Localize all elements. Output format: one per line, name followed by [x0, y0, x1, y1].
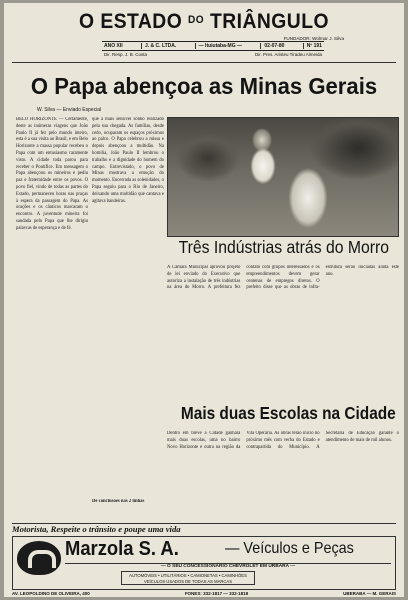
issue-section: — Ituiutaba-MG —	[195, 43, 242, 49]
article-column-2: que a mais sensível sonho realizado pela sua chegada. As famílias, desde cedo, ocuparam os espaços próximos ao palco. O Papa celebrou a missa e depois abençoou a multidão. Na homilia, João Paulo II lembrou o trabalho e a dignidade do homem do campo. Entrevistado, o povo de Minas mostrava a emoção do momento. Encerrada as solenidades, o Papa seguiu para o Rio de Janeiro, deixando uma multidão que cantava e agitava bandeiras.	[92, 117, 164, 204]
issue-company: J. & C. LTDA.	[141, 43, 176, 49]
subhead-escolas: Mais duas Escolas na Cidade	[180, 403, 396, 423]
pope-photo	[167, 117, 399, 237]
subhead-industrias: Três Indústrias atrás do Morro	[178, 237, 389, 257]
main-headline: O Papa abençoa as Minas Gerais	[30, 73, 378, 99]
marzola-advertisement	[12, 536, 396, 590]
article-column-1: BELO HORIZONTE — Certamente, deste as inúmeras viagens que João Paulo II já fez pelo mundo inteiro, esta é a sua visita ao Brasil, e em Belo Horizonte a massa popular recebeu o Papa com um entusiasmo raramente visto. A cidade toda parou para receber o Pontífice. Em mensagem o Papa abençoou os mineiros e pediu paz e fraternidade entre os povos. O povo fiel, vindo de todas as partes do Estado, permaneceu horas nas praças à espera da passagem do Papa. As orações e os cânticos marcaram o encontro. A juventude mineira foi saudada pelo Papa que lhe dirigiu palavras de esperança e de fé.	[16, 117, 88, 231]
staff-line	[102, 52, 324, 60]
ad-company-name: Marzola S. A.	[65, 538, 179, 560]
ad-product-line-1: AUTOMÓVEIS • UTILITÁRIOS • CAMIONETAS • CAMINHÕES	[129, 573, 247, 578]
newspaper-page	[4, 3, 404, 597]
staff-right: Dir. Pres. Aristeu Tiradeu Almeida	[254, 52, 322, 57]
chevrolet-logo-icon	[17, 541, 61, 575]
ad-product-line-2: VEÍCULOS USADOS DE TODAS AS MARCAS	[143, 578, 233, 584]
top-divider	[12, 62, 396, 63]
ad-dealer-strip: — O SEU CONCESSIONÁRIO CHEVROLET EM URBARA —	[65, 563, 391, 570]
traffic-slogan: Motorista, Respeite o trânsito e poupe uma vida	[12, 524, 181, 534]
masthead-title-part1: O ESTADO	[79, 10, 183, 33]
issue-number: Nº 191	[303, 43, 322, 49]
footer-address: AV. LEOPOLDINO DE OLIVEIRA, 400	[12, 591, 90, 596]
masthead-title	[27, 7, 380, 37]
article-byline: W. Silva — Enviado Especial	[37, 107, 102, 113]
footer-city: UBERABA — M. GERAIS	[343, 591, 396, 596]
article-escolas: Dentro em breve a Cidade ganhará mais duas escolas, uma no bairro Novo Horizonte e outra na região da Vila Operária. As obras terão início no próximo mês com verba do Estado e contrapartida do Município. A Secretaria de Educação garante o atendimento de mais de mil alunos.	[167, 431, 399, 450]
ad-footer	[12, 591, 396, 596]
masthead-title-do: DO	[188, 14, 205, 27]
issue-info-bar	[102, 41, 324, 51]
footer-phones: FONES: 332-1817 — 332-1818	[184, 591, 249, 596]
article-column-2-footer: De conclusões nas 2 linhas	[92, 499, 145, 504]
ad-tagline: — Veículos e Peças	[225, 540, 354, 557]
ad-product-box	[121, 571, 255, 585]
issue-year: ANO XII	[104, 43, 123, 49]
masthead-title-part2: TRIÂNGULO	[209, 10, 329, 33]
staff-left: Dir. Resp. J. B. Costa	[104, 52, 148, 57]
masthead-founder: FUNDADOR: Wolmar J. Silva	[283, 36, 344, 41]
article-morro: A Câmara Municipal aprovou projeto de lei enviado do Executivo que autoriza a instalação de três indústrias na área do Morro. A prefeitura fez contato com grupos interessados e os empreendimentos devem gerar centenas de empregos diretos. O prefeito disse que as obras de infra-estrutura serão iniciadas ainda este ano.	[167, 265, 399, 291]
issue-date: 02-07-80	[260, 43, 284, 49]
